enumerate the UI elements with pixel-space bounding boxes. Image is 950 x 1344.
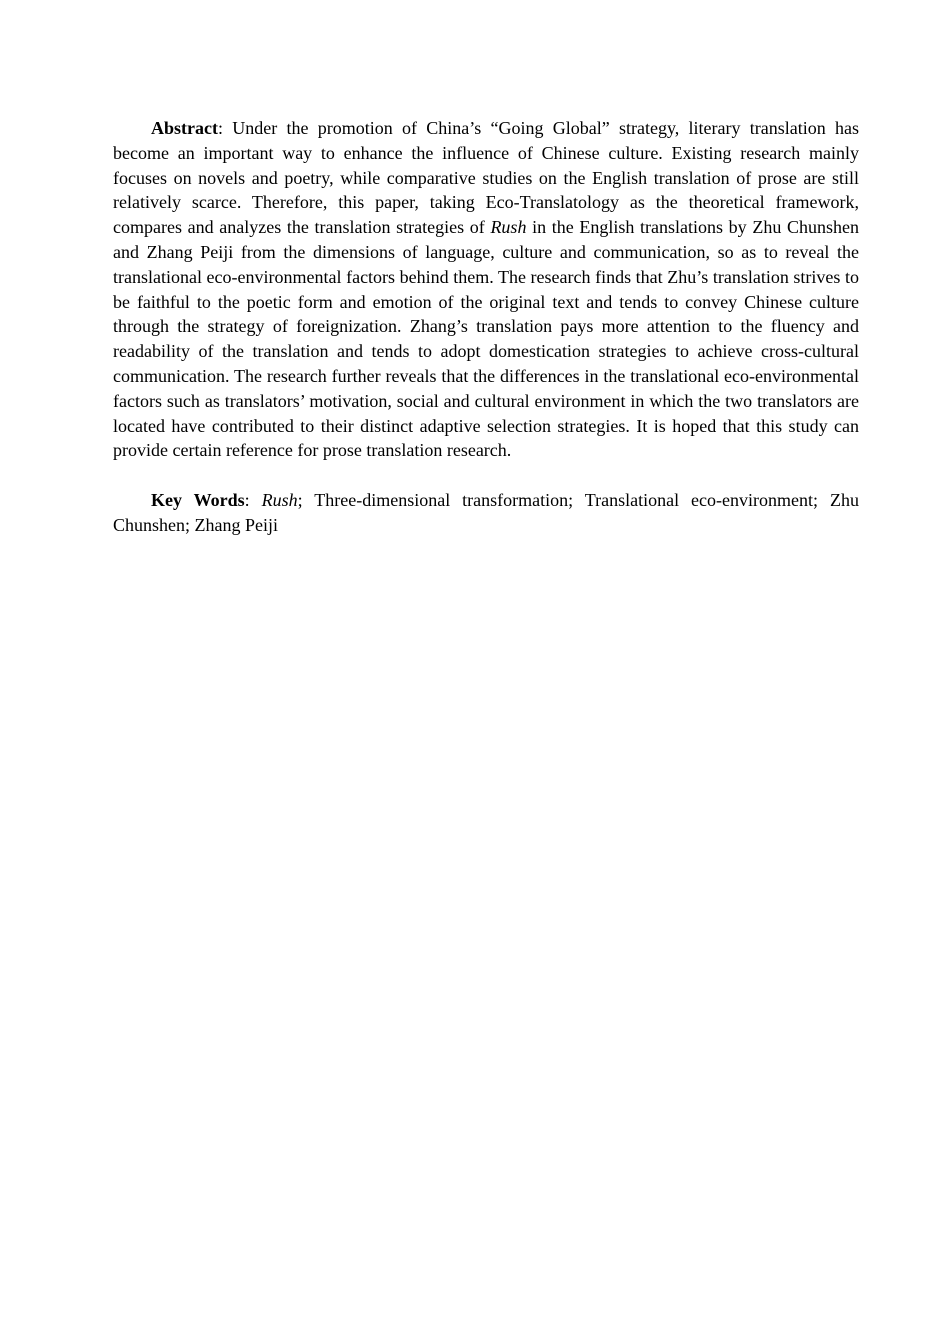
abstract-label: Abstract — [151, 118, 218, 138]
abstract-paragraph — [113, 116, 859, 463]
keyword-title-italic: Rush — [261, 490, 298, 511]
keywords-paragraph — [113, 488, 859, 538]
keywords-list: ; Three-dimensional transformation; Translational eco-environment; Zhu Chunshen; Zhang Peiji — [113, 490, 859, 535]
abstract-separator: : — [217, 118, 233, 138]
abstract-text-part-2: in the English translations by Zhu Chunshen and Zhang Peiji from the dimensions of language, culture and communication, so as to reveal the translational eco-environmental factors behind them. The research finds that Zhu’s translation strives to be faithful to the poetic form and emotion of the original text and tends to convey Chinese culture through the strategy of foreignization. Zhang’s translation pays more attention to the fluency and readability of the translation and tends to adopt domestication strategies to achieve cross-cultural communication. The research further reveals that the differences in the translational eco-environmental factors such as translators’ motivation, social and cultural environment in which the two translators are located have contributed to their distinct adaptive selection strategies. It is hoped that this study can provide certain reference for prose translation research. — [113, 217, 859, 461]
keywords-separator: : — [244, 490, 262, 511]
abstract-title-italic: Rush — [490, 217, 527, 238]
keywords-label: Key Words — [151, 490, 245, 511]
abstract-text-part-1: Under the promotion of China’s “Going Global” strategy, literary translation has become an important way to enhance the influence of Chinese culture. Existing research mainly focuses on novels and poetry, while comparative studies on the English translation of prose are still relatively scarce. Therefore, this paper, taking Eco-Translatology as the theoretical framework, compares and analyzes the translation strategies of — [113, 118, 859, 238]
document-page — [113, 116, 859, 538]
